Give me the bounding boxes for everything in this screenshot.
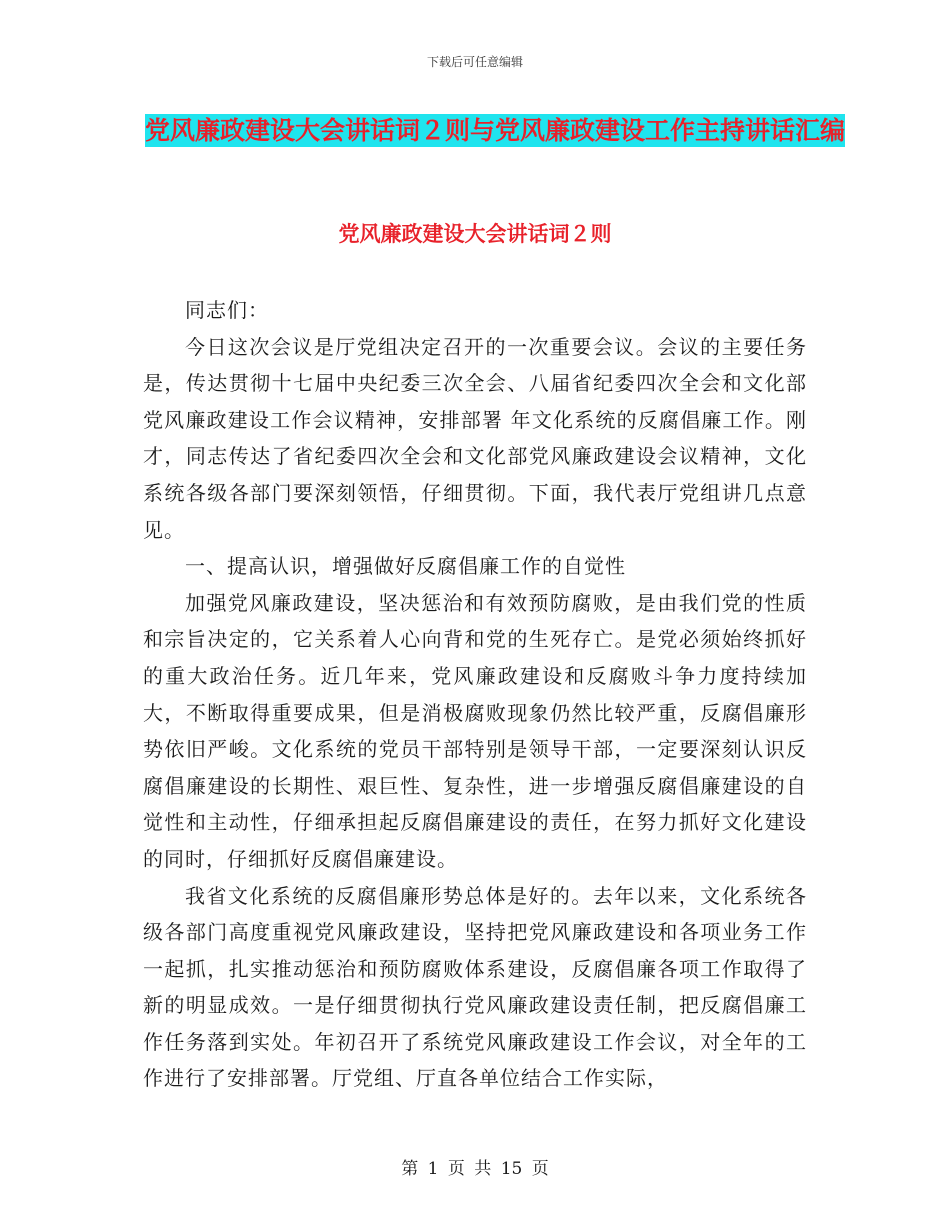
page-number-footer: 第 1 页 共 15 页 — [401, 1159, 549, 1179]
document-body — [143, 292, 807, 1097]
document-title — [145, 108, 845, 154]
body-paragraph: 加强党风廉政建设，坚决惩治和有效预防腐败，是由我们党的性质和宗旨决定的，它关系着人心向背和党的生死存亡。是党必须始终抓好的重大政治任务。近几年来，党风廉政建设和反腐败斗争力度持续加大，不断取得重要成果，但是消极腐败现象仍然比较严重，反腐倡廉形势依旧严峻。文化系统的党员干部特别是领导干部，一定要深刻认识反腐倡廉建设的长期性、艰巨性、复杂性，进一步增强反腐倡廉建设的自觉性和主动性，仔细承担起反腐倡廉建设的责任，在努力抓好文化建设的同时，仔细抓好反腐倡廉建设。 — [143, 590, 807, 871]
document-title-text: 党风廉政建设大会讲话词２则与党风廉政建设工作主持讲话汇编 — [145, 116, 846, 145]
header-note: 下载后可任意编辑 — [426, 55, 523, 69]
salutation-paragraph: 同志们： — [185, 298, 269, 322]
subheading-paragraph: 一、提高认识，增强做好反腐倡廉工作的自觉性 — [185, 554, 626, 579]
body-paragraph: 今日这次会议是厅党组决定召开的一次重要会议。会议的主要任务是，传达贯彻十七届中央纪委三次全会、八届省纪委四次全会和文化部党风廉政建设工作会议精神，安排部署 年文化系统的反腐倡廉工作。刚才，同志传达了省纪委四次全会和文化部党风廉政建设会议精神，文化系统各级各部门要深刻领悟，仔细贯彻。下面，我代表厅党组讲几点意见。 — [143, 334, 807, 542]
body-paragraph: 我省文化系统的反腐倡廉形势总体是好的。去年以来，文化系统各级各部门高度重视党风廉政建设，坚持把党风廉政建设和各项业务工作一起抓，扎实推动惩治和预防腐败体系建设，反腐倡廉各项工作取得了新的明显成效。一是仔细贯彻执行党风廉政建设责任制，把反腐倡廉工作任务落到实处。年初召开了系统党风廉政建设工作会议，对全年的工作进行了安排部署。厅党组、厅直各单位结合工作实际， — [143, 883, 807, 1091]
section-title: 党风廉政建设大会讲话词２则 — [338, 222, 612, 246]
